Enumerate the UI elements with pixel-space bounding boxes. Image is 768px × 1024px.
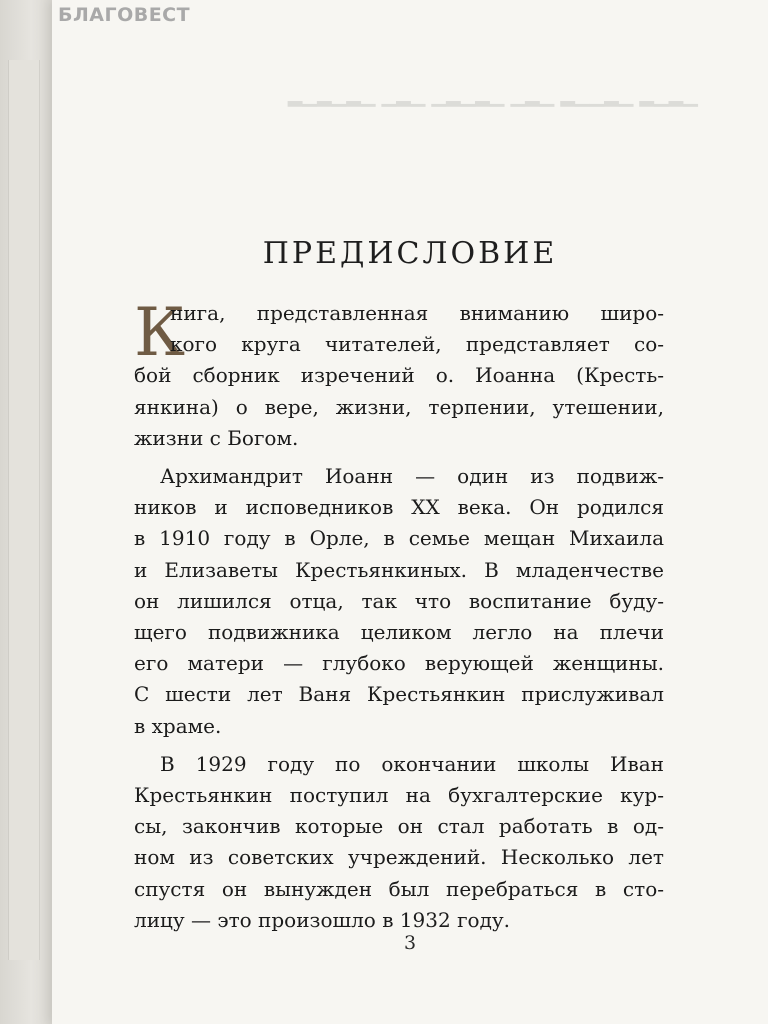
text-line: и Елизаветы Крестьянкиных. В младенчестве <box>134 557 664 582</box>
text-line: спустя он вынужден был перебраться в сто- <box>134 876 664 901</box>
adjacent-page-edge <box>0 0 52 1024</box>
text-line: янкина) о вере, жизни, терпении, утешении, <box>134 394 664 419</box>
text-line: Крестьянкин поступил на бухгалтерские кур- <box>134 783 664 808</box>
text-line: щего подвижника целиком легло на плечи <box>134 620 664 645</box>
text-line: Архимандрит Иоанн — один из подвиж- <box>160 464 664 489</box>
paragraph <box>134 294 664 454</box>
page-stack-edge <box>8 60 40 960</box>
drop-cap: К <box>134 294 186 371</box>
text-line: бой сборник изречений о. Иоанна (Кресть- <box>134 363 664 388</box>
text-line: ном из советских учреждений. Несколько лет <box>134 845 664 870</box>
text-line: он лишился отца, так что воспитание буду- <box>134 588 664 613</box>
bleed-through-texture: ▁▂▁▂ ▁▂▁▁▂ ▁▂▁ ▁▂▁▂▁ ▁▂▁ ▁▂▁▂▁▂ <box>287 85 698 107</box>
text-line: его матери — глубоко верующей женщины. <box>134 651 664 676</box>
text-line: нига, представленная вниманию широ- <box>170 301 664 325</box>
text-line: ников и исповедников XX века. Он родился <box>134 495 664 520</box>
text-line: С шести лет Ваня Крестьянкин прислуживал <box>134 682 664 707</box>
text-line: в 1910 году в Орле, в семье мещан Михаила <box>134 526 664 551</box>
text-line: сы, закончив которые он стал работать в од- <box>134 814 664 839</box>
page-title: ПРЕДИСЛОВИЕ <box>262 236 558 271</box>
text-line: лицу — это произошло в 1932 году. <box>134 907 511 932</box>
text-line: кого круга читателей, представляет со- <box>170 332 664 357</box>
text-line: в храме. <box>134 713 222 738</box>
text-line: В 1929 году по окончании школы Иван <box>160 751 664 776</box>
text-line: жизни с Богом. <box>134 425 299 450</box>
watermark-logo: БЛАГОВЕСТ <box>58 4 191 26</box>
paragraph <box>134 749 664 936</box>
body-text <box>134 294 664 936</box>
paragraph <box>134 461 664 742</box>
page-number: 3 <box>403 932 417 954</box>
